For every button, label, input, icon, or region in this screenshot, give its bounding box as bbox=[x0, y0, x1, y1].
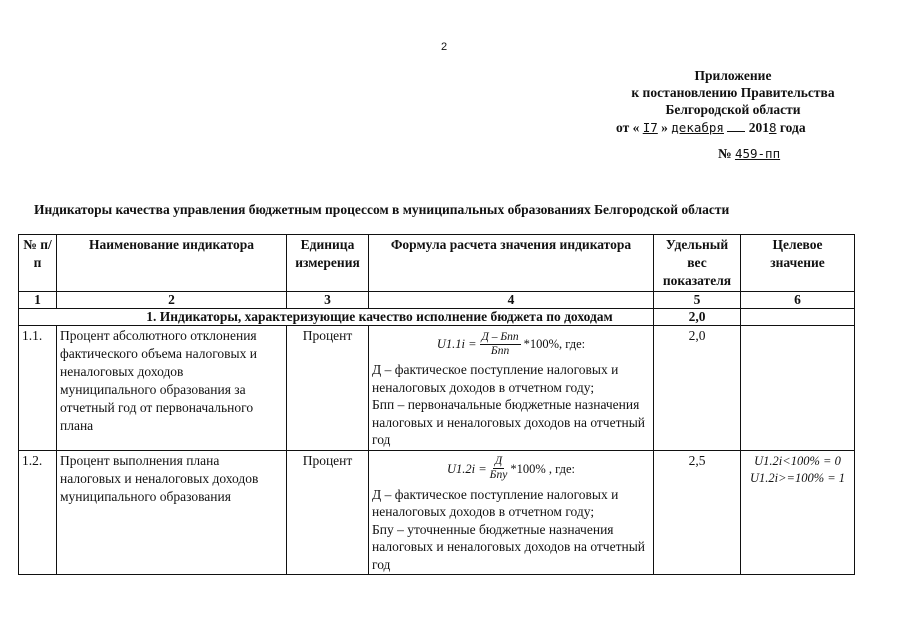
column-number: 4 bbox=[369, 292, 654, 309]
formula-description-1: Д – фактическое поступление налоговых и неналоговых доходов в отчетном году; bbox=[372, 486, 619, 519]
indicator-unit: Процент bbox=[287, 326, 369, 451]
date-month: декабря bbox=[671, 120, 724, 135]
page-number: 2 bbox=[441, 41, 448, 53]
number-prefix: № bbox=[718, 146, 732, 161]
date-day: I7 bbox=[642, 120, 658, 135]
header-weight: Удельный вес показателя bbox=[654, 235, 741, 292]
section-title: 1. Индикаторы, характеризующие качество исполнение бюджета по доходам bbox=[19, 309, 654, 326]
appendix-block bbox=[598, 67, 868, 118]
formula-fraction bbox=[490, 455, 508, 482]
target-value-2: U1.2i>=100% = 1 bbox=[749, 470, 846, 485]
indicator-name: Процент абсолютного отклонения фактического объема налоговых и неналоговых доходов муниципального образования за отчетный год от первоначального плана bbox=[57, 326, 287, 451]
column-number: 6 bbox=[741, 292, 855, 309]
indicator-formula-cell bbox=[369, 450, 654, 575]
table-row bbox=[19, 326, 855, 451]
indicators-table bbox=[18, 234, 855, 575]
indicator-weight: 2,5 bbox=[654, 450, 741, 575]
section-row bbox=[19, 309, 855, 326]
date-year-prefix: 201 bbox=[748, 120, 769, 135]
header-num: № п/п bbox=[19, 235, 57, 292]
indicator-formula-cell bbox=[369, 326, 654, 451]
header-target: Целевое значение bbox=[741, 235, 855, 292]
formula-numerator: Д bbox=[494, 455, 503, 467]
header-unit: Единица измерения bbox=[287, 235, 369, 292]
section-target bbox=[741, 309, 855, 326]
header-formula: Формула расчета значения индикатора bbox=[369, 235, 654, 292]
appendix-line-3: Белгородской области bbox=[665, 102, 801, 117]
indicator-weight: 2,0 bbox=[654, 326, 741, 451]
formula-denominator: Бпп bbox=[490, 344, 510, 357]
appendix-line-2: к постановлению Правительства bbox=[631, 85, 835, 100]
formula-suffix: *100% , где: bbox=[510, 461, 575, 476]
appendix-line-1: Приложение bbox=[694, 68, 772, 83]
date-prefix: от « bbox=[616, 120, 640, 135]
column-number: 2 bbox=[57, 292, 287, 309]
target-value-2 bbox=[744, 328, 851, 329]
document-number: 459-пп bbox=[734, 146, 781, 161]
table-row bbox=[19, 450, 855, 575]
column-number: 5 bbox=[654, 292, 741, 309]
column-number-row bbox=[19, 292, 855, 309]
indicator-target bbox=[741, 450, 855, 575]
date-suffix: года bbox=[779, 120, 806, 135]
column-number: 1 bbox=[19, 292, 57, 309]
formula-lhs: U1.1i = bbox=[436, 337, 477, 351]
appendix-number-line bbox=[718, 146, 780, 162]
column-number: 3 bbox=[287, 292, 369, 309]
formula-lhs: U1.2i = bbox=[446, 461, 487, 476]
formula-numerator: Д – Бпп bbox=[481, 330, 519, 343]
formula-denominator: Бпу bbox=[489, 469, 508, 481]
target-value-1: U1.2i<100% = 0 bbox=[754, 453, 841, 468]
indicator-unit: Процент bbox=[287, 450, 369, 575]
header-name: Наименование индикатора bbox=[57, 235, 287, 292]
table-header-row bbox=[19, 235, 855, 292]
indicator-name: Процент выполнения плана налоговых и неналоговых доходов муниципального образования bbox=[57, 450, 287, 575]
date-year-digit: 8 bbox=[768, 120, 777, 135]
formula-description-2: Бпу – уточненные бюджетные назначения налоговых и неналоговых доходов на отчетный год bbox=[372, 521, 646, 572]
row-number: 1.1. bbox=[19, 326, 57, 451]
formula-suffix: *100%, где: bbox=[523, 337, 586, 351]
row-number: 1.2. bbox=[19, 450, 57, 575]
date-mid: » bbox=[661, 120, 668, 135]
document-title: Индикаторы качества управления бюджетным процессом в муниципальных образованиях Белгородской области bbox=[34, 202, 730, 217]
indicator-target bbox=[741, 326, 855, 451]
formula-description-2: Бпп – первоначальные бюджетные назначения налоговых и неналоговых доходов на отчетный год bbox=[372, 397, 646, 447]
formula bbox=[372, 327, 650, 361]
formula-description-1: Д – фактическое поступление налоговых и неналоговых доходов в отчетном году; bbox=[372, 362, 619, 395]
formula-fraction bbox=[480, 331, 521, 358]
appendix-date-line bbox=[616, 120, 806, 136]
section-weight: 2,0 bbox=[654, 309, 741, 326]
formula bbox=[372, 452, 650, 486]
